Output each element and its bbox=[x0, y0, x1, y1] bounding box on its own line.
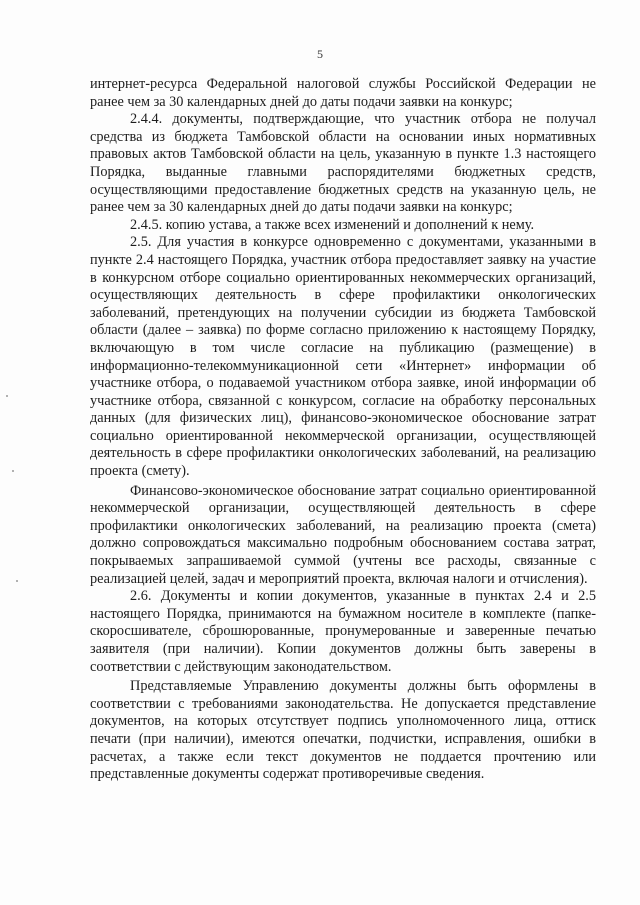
paragraph-2-5: 2.5. Для участия в конкурсе одновременно с документами, указанными в пункте 2.4 настоящего Порядка, участник отбора предоставляет заявку на участие в конкурсном отборе социально ориентированных некоммерческих организаций, осуществляющих деятельность в сфере профилактики онкологических заболеваний, претендующих на получении субсидии из бюджета Тамбовской области (далее – заявка) по форме согласно приложению к настоящему Порядку, включающую в том числе согласие на публикацию (размещение) в информационно-телекоммуникационной сети «Интернет» информации об участнике отбора, о подаваемой участником отбора заявке, иной информации об участнике отбора, связанной с конкурсом, согласие на обработку персональных данных (для физических лиц), финансово-экономическое обоснование затрат социально ориентированной некоммерческой организации, осуществляющей деятельность в сфере профилактики онкологических заболеваний, на реализацию проекта (смету). bbox=[90, 234, 596, 480]
scan-speck bbox=[6, 395, 8, 397]
scan-speck bbox=[16, 580, 18, 582]
page-number: 5 bbox=[317, 47, 323, 61]
paragraph-tax-service: интернет-ресурса Федеральной налоговой службы Российской Федерации не ранее чем за 30 календарных дней до даты подачи заявки на конкурс; bbox=[90, 76, 596, 110]
document-body bbox=[90, 76, 596, 784]
paragraph-document-requirements: Представляемые Управлению документы должны быть оформлены в соответствии с требованиями законодательства. Не допускается представление документов, на которых отсутствует подпись уполномоченного лица, оттиск печати (при наличии), имеются опечатки, подчистки, исправления, ошибки в расчетах, а также если текст документов не поддается прочтению или представленные документы содержат противоречивые сведения. bbox=[90, 678, 596, 783]
paragraph-financial-justification: Финансово-экономическое обоснование затрат социально ориентированной некоммерческой организации, осуществляющей деятельность в сфере профилактики онкологических заболеваний, на реализацию проекта (смета) должно сопровождаться максимально подробным обоснованием состава затрат, покрываемых запрашиваемой суммой (учтены все расходы, связанные с реализацией целей, задач и мероприятий проекта, включая налоги и отчисления). bbox=[90, 482, 596, 587]
paragraph-2-4-5: 2.4.5. копию устава, а также всех изменений и дополнений к нему. bbox=[130, 216, 535, 233]
scan-speck bbox=[12, 470, 14, 472]
paragraph-2-6: 2.6. Документы и копии документов, указанные в пунктах 2.4 и 2.5 настоящего Порядка, принимаются на бумажном носителе в комплекте (папке-скоросшивателе, сброшюрованные, пронумерованные и заверенные печатью заявителя (при наличии). Копии документов должны быть заверены в соответствии с действующим законодательством. bbox=[90, 588, 596, 675]
paragraph-2-4-4: 2.4.4. документы, подтверждающие, что участник отбора не получал средства из бюджета Тамбовской области на основании иных нормативных правовых актов Тамбовской области на цель, указанную в пункте 1.3 настоящего Порядка, выданные главными распорядителями бюджетных средств, осуществляющими предоставление бюджетных средств на указанную цель, не ранее чем за 30 календарных дней до даты подачи заявки на конкурс; bbox=[90, 111, 596, 216]
